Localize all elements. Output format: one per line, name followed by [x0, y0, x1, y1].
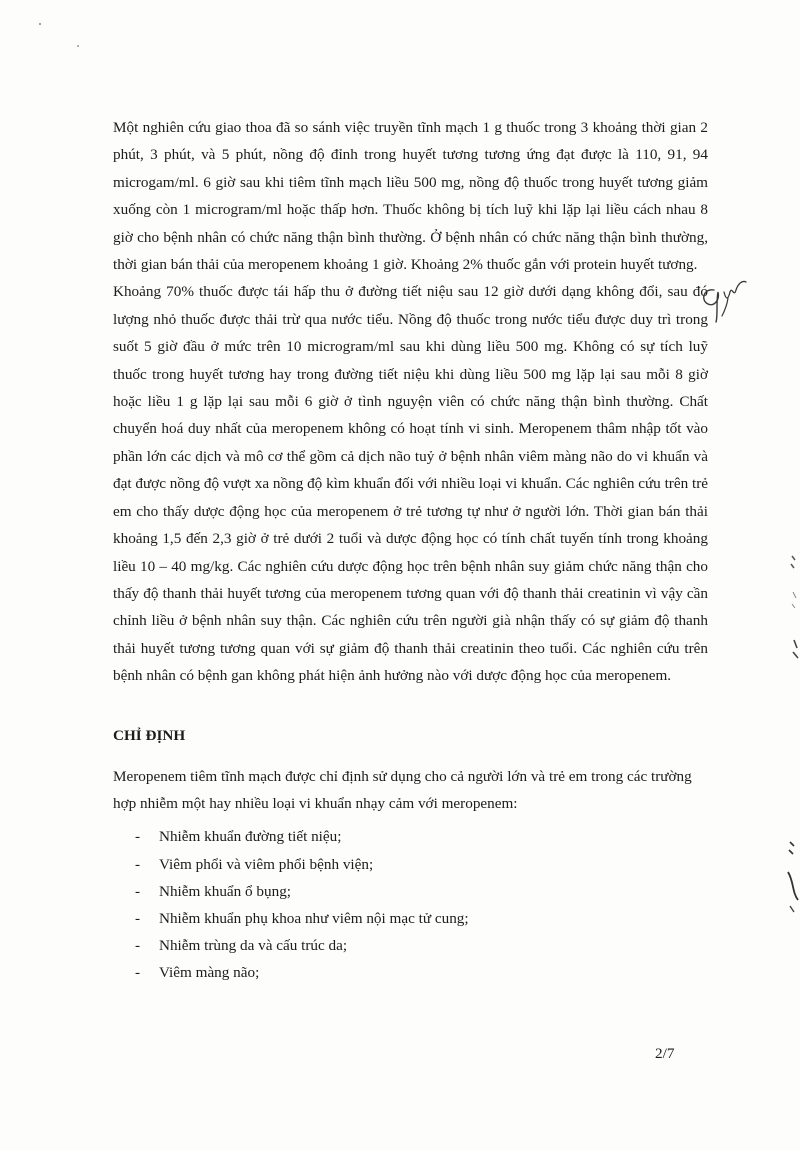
list-item-text: Nhiễm khuẩn ổ bụng; — [159, 882, 292, 900]
list-item — [113, 959, 708, 986]
list-item-text: Viêm phổi và viêm phổi bệnh viện; — [159, 855, 374, 873]
list-item — [113, 905, 708, 932]
indications-intro: Meropenem tiêm tĩnh mạch được chỉ định sử dụng cho cả người lớn và trẻ em trong các trường hợp nhiễm một hay nhiều loại vi khuẩn nhạy cảm với meropenem: — [113, 767, 692, 812]
scan-dust-marks-icon — [30, 10, 90, 70]
bullet-dash: - — [135, 964, 141, 982]
list-item-text: Nhiễm trùng da và cấu trúc da; — [159, 937, 348, 955]
bullet-dash: - — [135, 882, 141, 900]
list-item-text: Viêm màng não; — [159, 964, 260, 982]
page-number: 2/7 — [655, 1045, 675, 1062]
section-heading-indications: CHỈ ĐỊNH — [113, 726, 186, 744]
list-item — [113, 823, 708, 850]
bullet-dash: - — [135, 855, 141, 873]
list-item — [113, 932, 708, 959]
indications-list — [113, 823, 708, 986]
bullet-dash: - — [135, 937, 141, 955]
document-body — [113, 114, 708, 987]
scan-edge-marks-icon — [784, 836, 800, 916]
list-item-text: Nhiễm khuẩn đường tiết niệu; — [159, 828, 342, 846]
pharmacokinetics-paragraph-1: Một nghiên cứu giao thoa đã so sánh việc truyền tĩnh mạch 1 g thuốc trong 3 khoảng thời gian 2 phút, 3 phút, và 5 phút, nồng độ đỉnh trong huyết tương tương ứng đạt được là 110, 91, 94 microgam/ml. 6 giờ sau khi tiêm tĩnh mạch liều 500 mg, nồng độ thuốc trong huyết tương giảm xuống còn 1 microgram/ml hoặc thấp hơn. Thuốc không bị tích luỹ khi lặp lại liều cách nhau 8 giờ cho bệnh nhân có chức năng thận bình thường. Ở bệnh nhân có chức năng thận bình thường, thời gian bán thải của meropenem khoảng 1 giờ. Khoảng 2% thuốc gắn với protein huyết tương. — [113, 119, 708, 274]
list-item-text: Nhiễm khuẩn phụ khoa như viêm nội mạc tử cung; — [159, 909, 469, 927]
list-item — [113, 878, 708, 905]
handwritten-initials-icon — [694, 276, 764, 326]
scan-edge-marks-icon — [786, 552, 800, 662]
bullet-dash: - — [135, 828, 141, 846]
pharmacokinetics-paragraph-2: Khoảng 70% thuốc được tái hấp thu ở đường tiết niệu sau 12 giờ dưới dạng không đổi, sau đó lượng nhỏ thuốc được thải trừ qua nước tiểu. Nồng độ thuốc trong nước tiểu được duy trì trong suốt 5 giờ đầu ở mức trên 10 microgram/ml sau khi dùng liều 500 mg. Không có sự tích luỹ thuốc trong huyết tương hay trong đường tiết niệu khi dùng liều 500 mg lặp lại sau mỗi 8 giờ hoặc liều 1 g lặp lại sau mỗi 6 giờ ở tình nguyện viên có chức năng thận bình thường. Chất chuyển hoá duy nhất của meropenem không có hoạt tính vi sinh. Meropenem thâm nhập tốt vào phần lớn các dịch và mô cơ thể gồm cả dịch não tuỷ ở bệnh nhân viêm màng não do vi khuẩn và đạt được nồng độ vượt xa nồng độ kìm khuẩn đối với nhiều loại vi khuẩn. Các nghiên cứu trên trẻ em cho thấy dược động học của meropenem ở trẻ tương tự như ở người lớn. Thời gian bán thải khoảng 1,5 đến 2,3 giờ ở trẻ dưới 2 tuổi và dược động học có tính chất tuyến tính trong khoảng liều 10 – 40 mg/kg. Các nghiên cứu dược động học trên bệnh nhân suy giảm chức năng thận cho thấy độ thanh thải huyết tương của meropenem tương quan với độ thanh thải creatinin vì vậy cần chỉnh liều ở bệnh nhân suy thận. Các nghiên cứu trên người già nhận thấy có sự giảm độ thanh thải huyết tương tương quan với sự giảm độ thanh thải creatinin theo tuổi. Các nghiên cứu trên bệnh nhân có bệnh gan không phát hiện ảnh hưởng nào với dược động học của meropenem. — [113, 283, 709, 685]
bullet-dash: - — [135, 909, 141, 927]
list-item — [113, 851, 708, 878]
